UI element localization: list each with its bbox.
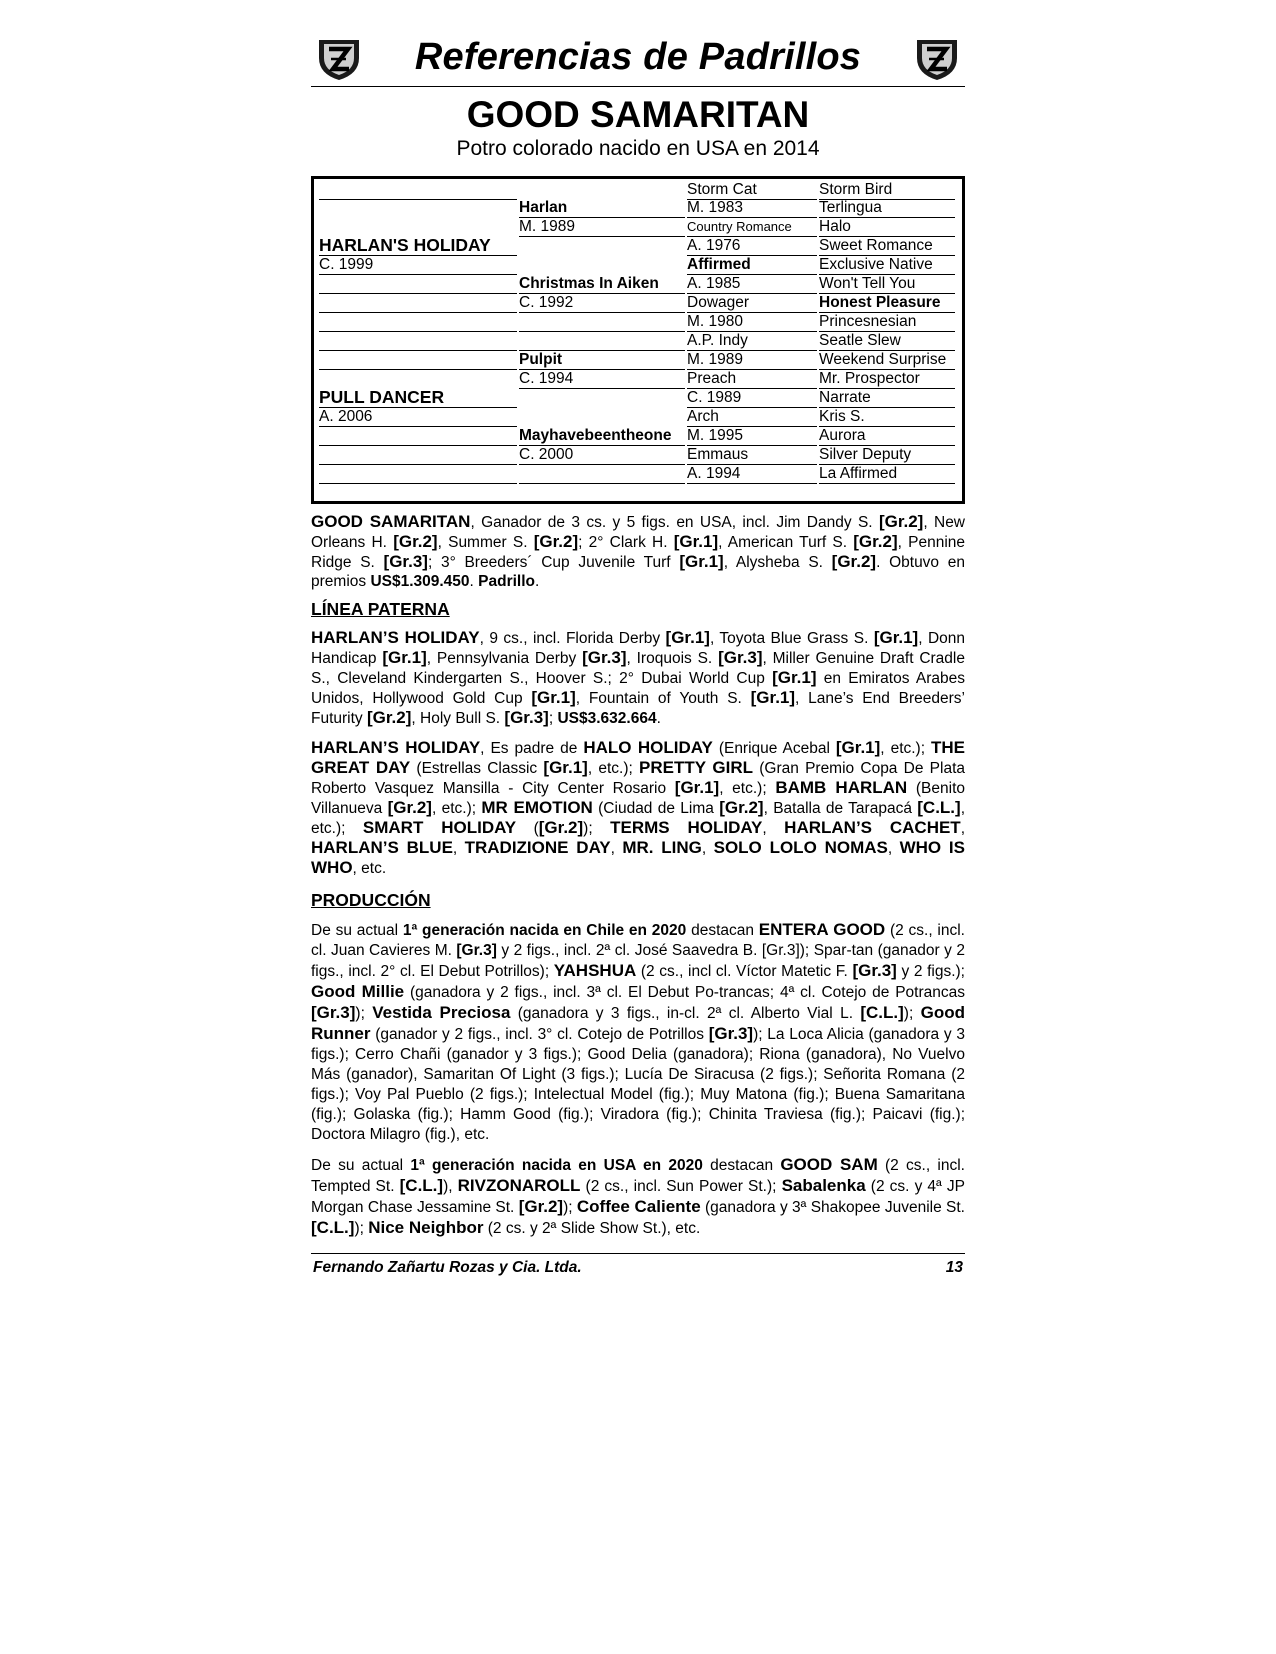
pedigree-cell: Aurora bbox=[819, 426, 955, 446]
pedigree-row bbox=[319, 464, 955, 483]
grade-label: [Gr.2] bbox=[538, 818, 584, 837]
progeny-name: HARLAN’S BLUE bbox=[311, 838, 453, 857]
progeny-name: SMART HOLIDAY bbox=[362, 818, 517, 837]
progeny-name: HALO HOLIDAY bbox=[583, 738, 713, 757]
grade-label: [Gr.2] bbox=[533, 532, 579, 551]
pedigree-cell: Honest Pleasure bbox=[819, 293, 955, 313]
pedigree-cell bbox=[319, 464, 517, 484]
text-span: , etc.); bbox=[431, 800, 482, 817]
pedigree-cell: A. 1985 bbox=[687, 274, 817, 294]
pedigree-cell: Christmas In Aiken bbox=[519, 274, 685, 294]
grade-label: [Gr.3] bbox=[852, 961, 897, 980]
pedigree-row bbox=[319, 388, 955, 407]
pedigree-cell: La Affirmed bbox=[819, 464, 955, 484]
pedigree-cell bbox=[519, 255, 685, 274]
grade-label: [Gr.3] bbox=[456, 942, 497, 959]
grade-label: [Gr.1] bbox=[835, 738, 881, 757]
text-span: , bbox=[887, 840, 900, 857]
progeny-name: Good Millie bbox=[311, 982, 405, 1001]
sire-name-inline: HARLAN’S HOLIDAY bbox=[311, 738, 481, 757]
grade-label: [Gr.2] bbox=[387, 798, 432, 817]
pedigree-cell: Mr. Prospector bbox=[819, 369, 955, 389]
progeny-name: MR. LING bbox=[622, 838, 702, 857]
pedigree-cell: Mayhavebeentheone bbox=[519, 426, 685, 446]
pedigree-row bbox=[319, 312, 955, 331]
progeny-name: RIVZONAROLL bbox=[457, 1176, 581, 1195]
generation-label: 1ª generación nacida en Chile en 2020 bbox=[402, 922, 687, 939]
text-span: (2 cs., incl. cl. Juan Cavieres M. bbox=[311, 922, 965, 959]
text-span: , Pennsylvania Derby bbox=[426, 650, 583, 667]
text-span: (ganadora y 2 figs., incl. 3ª cl. El Debut Po-trancas; 4ª cl. Cotejo de Potrancas bbox=[404, 984, 965, 1001]
text-span: (Gran Premio Copa De Plata Roberto Vasquez Mansilla - City Center Rosario bbox=[311, 760, 966, 797]
pedigree-row bbox=[319, 445, 955, 464]
pedigree-cell: Country Romance bbox=[687, 217, 817, 237]
pedigree-cell bbox=[319, 293, 517, 313]
text-span: (ganadora y 3ª Shakopee Juvenile St. bbox=[700, 1199, 965, 1216]
text-span: (2 cs., incl. Tempted St. bbox=[311, 1157, 965, 1195]
grade-label: [C.L.] bbox=[399, 1176, 444, 1195]
pedigree-cell: C. 2000 bbox=[519, 445, 685, 465]
grade-label: [Gr.2] bbox=[366, 708, 412, 727]
pedigree-cell: Sweet Romance bbox=[819, 236, 955, 256]
pedigree-row bbox=[319, 274, 955, 293]
text-span: , bbox=[452, 840, 465, 857]
pedigree-row bbox=[319, 331, 955, 350]
footer-company: Fernando Zañartu Rozas y Cia. Ltda. bbox=[313, 1259, 582, 1276]
pedigree-cell bbox=[319, 312, 517, 332]
text-span: destacan bbox=[702, 1157, 781, 1174]
text-span: ); La Loca Alicia (ganadora y 3 figs.); Cerro Chañi (ganador y 3 figs.); Good Delia (ganadora); Riona (ganadora), No Vuelvo Más (ganador), Samaritan Of Light (3 figs.); Lucía De Siracusa (2 figs.); Señorita Romana (2 figs.); Voy Pal Pueblo (2 figs.); Intelectual Model (fig.); Muy Matona (fig.); Buena Samaritana (fig.); Golaska (fig.); Hamm Good (fig.); Viradora (fig.); Chinita Traviesa (fig.); Paicavi (fig.); Doctora Milagro (fig.), etc. bbox=[311, 1026, 965, 1143]
progeny-name: Vestida Preciosa bbox=[372, 1003, 511, 1022]
pedigree-cell: Kris S. bbox=[819, 407, 955, 427]
document-page bbox=[311, 30, 966, 1276]
text-span: ); bbox=[354, 1220, 369, 1237]
text-span: , etc.); bbox=[880, 740, 931, 757]
pedigree-cell: Emmaus bbox=[687, 445, 817, 465]
header-title: Referencias de Padrillos bbox=[414, 36, 862, 78]
pedigree-table bbox=[311, 176, 965, 504]
grade-label: [Gr.3] bbox=[718, 648, 763, 667]
sire-progeny-paragraph bbox=[311, 738, 965, 878]
progeny-name: ENTERA GOOD bbox=[758, 920, 886, 939]
text-span: , etc.); bbox=[587, 760, 640, 777]
pedigree-cell: A. 1976 bbox=[687, 236, 817, 256]
pedigree-cell: Silver Deputy bbox=[819, 445, 955, 465]
text-span: , Batalla de Tarapacá bbox=[763, 800, 918, 817]
progeny-name: YAHSHUA bbox=[553, 961, 637, 980]
pedigree-cell: C. 1992 bbox=[519, 293, 685, 313]
pedigree-cell: A. 1994 bbox=[687, 464, 817, 484]
grade-label: [C.L.] bbox=[860, 1003, 904, 1022]
grade-label: [Gr.2] bbox=[518, 1197, 564, 1216]
pedigree-cell bbox=[519, 180, 685, 199]
grade-label: [Gr.2] bbox=[393, 532, 438, 551]
text-span: ); bbox=[563, 1199, 577, 1216]
progeny-name: MR EMOTION bbox=[481, 798, 593, 817]
text-span: ; bbox=[548, 710, 558, 727]
progeny-name: Good Runner bbox=[311, 1003, 966, 1043]
text-span: . bbox=[535, 573, 540, 590]
progeny-name: GOOD SAM bbox=[780, 1155, 878, 1174]
text-span: , bbox=[610, 840, 623, 857]
pedigree-cell bbox=[519, 407, 685, 426]
pedigree-cell bbox=[519, 464, 685, 484]
grade-label: [Gr.1] bbox=[531, 688, 576, 707]
page-footer bbox=[311, 1253, 965, 1281]
generation-label: 1ª generación nacida en USA en 2020 bbox=[410, 1157, 703, 1174]
pedigree-row bbox=[319, 180, 955, 199]
pedigree-cell: Halo bbox=[819, 217, 955, 237]
grade-label: [Gr.2] bbox=[853, 532, 898, 551]
text-span: ); bbox=[583, 820, 611, 837]
section-heading-paternal: LÍNEA PATERNA bbox=[311, 599, 450, 619]
pedigree-cell: Arch bbox=[687, 407, 817, 427]
progeny-name: PRETTY GIRL bbox=[639, 758, 754, 777]
grade-label: [C.L.] bbox=[917, 798, 961, 817]
pedigree-cell: HARLAN'S HOLIDAY bbox=[319, 236, 517, 256]
text-span: y 2 figs., incl. 2ª cl. José Saavedra B. [Gr.3]); Spar-tan (ganador y 2 figs., incl. 2° cl. El Debut Potrillos); bbox=[311, 942, 965, 980]
text-span: (2 cs. y 4ª JP Morgan Chase Jessamine St. bbox=[311, 1178, 965, 1216]
pedigree-cell: Won't Tell You bbox=[819, 274, 955, 294]
pedigree-cell bbox=[319, 426, 517, 446]
text-span: , American Turf S. bbox=[718, 534, 854, 551]
production-usa-paragraph bbox=[311, 1155, 965, 1239]
grade-label: [Gr.1] bbox=[382, 648, 427, 667]
pedigree-row bbox=[319, 369, 955, 388]
pedigree-cell bbox=[319, 274, 517, 294]
text-span: , Miller Genuine Draft Cradle S., Cleveland Kindergarten S., Hoover S.; 2° Dubai World Cup bbox=[311, 650, 965, 687]
pedigree-cell: C. 1989 bbox=[687, 388, 817, 408]
pedigree-cell bbox=[519, 388, 685, 407]
production-chile-paragraph bbox=[311, 920, 965, 1145]
text-span: (Estrellas Classic bbox=[410, 760, 544, 777]
pedigree-cell bbox=[319, 445, 517, 465]
grade-label: [Gr.2] bbox=[719, 798, 764, 817]
text-span: De su actual bbox=[311, 922, 403, 939]
text-span: , Alysheba S. bbox=[723, 554, 832, 571]
text-span: (2 cs., incl. Sun Power St.); bbox=[580, 1178, 782, 1195]
grade-label: [Gr.3] bbox=[383, 552, 428, 571]
pedigree-row bbox=[319, 407, 955, 426]
text-span: y 2 figs.); bbox=[896, 963, 965, 980]
earnings-value: US$3.632.664 bbox=[557, 710, 657, 727]
pedigree-row bbox=[319, 255, 955, 274]
pedigree-cell: Princesnesian bbox=[819, 312, 955, 332]
pedigree-cell bbox=[519, 312, 685, 332]
pedigree-cell bbox=[319, 198, 517, 217]
text-span: (Benito Villanueva bbox=[311, 780, 966, 817]
pedigree-cell: Harlan bbox=[519, 198, 685, 218]
pedigree-cell: A. 2006 bbox=[319, 407, 517, 427]
text-span: destacan bbox=[686, 922, 759, 939]
pedigree-cell bbox=[519, 331, 685, 351]
progeny-name: SOLO LOLO NOMAS bbox=[713, 838, 888, 857]
pedigree-cell: M. 1983 bbox=[687, 198, 817, 218]
pedigree-cell: Dowager bbox=[687, 293, 817, 313]
pedigree-cell bbox=[319, 217, 517, 236]
horse-name-inline: GOOD SAMARITAN bbox=[311, 512, 471, 531]
page-number: 13 bbox=[945, 1259, 963, 1276]
pedigree-cell bbox=[319, 369, 517, 388]
text-span: (ganador y 2 figs., incl. 3° cl. Cotejo de Potrillos bbox=[370, 1026, 709, 1043]
text-span: , etc. bbox=[352, 860, 387, 877]
text-span: , Es padre de bbox=[480, 740, 584, 757]
pedigree-cell: Storm Cat bbox=[687, 180, 817, 200]
text-span: ), bbox=[443, 1178, 458, 1195]
text-span: , New Orleans H. bbox=[311, 514, 966, 551]
text-span: , etc.); bbox=[719, 780, 776, 797]
pedigree-cell: PULL DANCER bbox=[319, 388, 517, 408]
text-span: , etc.); bbox=[311, 800, 965, 837]
pedigree-cell: C. 1994 bbox=[519, 369, 685, 389]
text-span: , Pennine Ridge S. bbox=[311, 534, 966, 571]
text-span: , Iroquois S. bbox=[626, 650, 719, 667]
text-span: (2 cs. y 2ª Slide Show St.), etc. bbox=[483, 1220, 701, 1237]
text-span: ; 3° Breeders´ Cup Juvenile Turf bbox=[427, 554, 680, 571]
pedigree-row bbox=[319, 350, 955, 369]
grade-label: [Gr.3] bbox=[708, 1024, 754, 1043]
text-span: , 9 cs., incl. Florida Derby bbox=[479, 630, 666, 647]
progeny-name: Sabalenka bbox=[781, 1176, 866, 1195]
grade-label: [Gr.1] bbox=[543, 758, 588, 777]
text-span: , bbox=[701, 840, 714, 857]
pedigree-row bbox=[319, 293, 955, 312]
text-span: ); bbox=[355, 1005, 373, 1022]
pedigree-cell: C. 1999 bbox=[319, 255, 517, 275]
text-span: , Summer S. bbox=[437, 534, 534, 551]
grade-label: [Gr.1] bbox=[665, 628, 710, 647]
grade-label: [Gr.2] bbox=[878, 512, 924, 531]
progeny-name: Nice Neighbor bbox=[368, 1218, 484, 1237]
text-span: (2 cs., incl cl. Víctor Matetic F. bbox=[636, 963, 853, 980]
progeny-name: Coffee Caliente bbox=[576, 1197, 701, 1216]
text-span: , Holy Bull S. bbox=[411, 710, 505, 727]
earnings-value: US$1.309.450 bbox=[370, 573, 470, 590]
pedigree-cell: Storm Bird bbox=[819, 180, 955, 200]
text-span: ( bbox=[516, 820, 539, 837]
grade-label: [Gr.1] bbox=[673, 532, 719, 551]
pedigree-cell: M. 1989 bbox=[519, 217, 685, 237]
progeny-name: HARLAN’S CACHET bbox=[784, 818, 961, 837]
horse-subtitle: Potro colorado nacido en USA en 2014 bbox=[456, 137, 820, 160]
text-span: , bbox=[960, 820, 966, 837]
sire-campaign-paragraph bbox=[311, 628, 965, 728]
pedigree-cell: M. 1995 bbox=[687, 426, 817, 446]
text-span: , Donn Handicap bbox=[311, 630, 966, 667]
grade-label: [Gr.1] bbox=[873, 628, 919, 647]
pedigree-cell bbox=[319, 350, 517, 370]
text-span: (Ciudad de Lima bbox=[592, 800, 720, 817]
grade-label: [C.L.] bbox=[311, 1218, 355, 1237]
grade-label: [Gr.1] bbox=[679, 552, 724, 571]
grade-label: [Gr.2] bbox=[831, 552, 877, 571]
pedigree-cell: Terlingua bbox=[819, 198, 955, 218]
text-span: ); bbox=[903, 1005, 921, 1022]
pedigree-cell: A.P. Indy bbox=[687, 331, 817, 351]
progeny-name: TRADIZIONE DAY bbox=[464, 838, 611, 857]
pedigree-cell: Preach bbox=[687, 369, 817, 389]
text-span: ; 2° Clark H. bbox=[578, 534, 674, 551]
pedigree-cell: Pulpit bbox=[519, 350, 685, 370]
pedigree-cell bbox=[319, 331, 517, 351]
pedigree-cell: M. 1980 bbox=[687, 312, 817, 332]
text-span: , Ganador de 3 cs. y 5 figs. en USA, incl. Jim Dandy S. bbox=[470, 514, 879, 531]
pedigree-cell bbox=[519, 236, 685, 255]
grade-label: [Gr.3] bbox=[504, 708, 549, 727]
grade-label: [Gr.3] bbox=[311, 1003, 356, 1022]
grade-label: [Gr.1] bbox=[674, 778, 720, 797]
text-span: , Fountain of Youth S. bbox=[575, 690, 751, 707]
pedigree-cell: Exclusive Native bbox=[819, 255, 955, 275]
status-label: Padrillo bbox=[478, 573, 536, 590]
pedigree-row bbox=[319, 217, 955, 236]
pedigree-row bbox=[319, 198, 955, 217]
zanartu-logo-icon bbox=[913, 34, 961, 82]
campaign-paragraph bbox=[311, 512, 965, 591]
section-heading-production: PRODUCCIÓN bbox=[311, 890, 431, 910]
text-span: , Lane’s End Breeders’ Futurity bbox=[311, 690, 965, 727]
text-span: , Toyota Blue Grass S. bbox=[709, 630, 874, 647]
text-span: en Emiratos Arabes Unidos, Hollywood Gold Cup bbox=[311, 670, 965, 707]
text-span: , bbox=[762, 820, 785, 837]
progeny-name: TERMS HOLIDAY bbox=[610, 818, 763, 837]
text-span: . bbox=[469, 573, 479, 590]
horse-name: GOOD SAMARITAN bbox=[466, 94, 810, 135]
text-span: (ganadora y 3 figs., in-cl. 2ª cl. Alberto Vial L. bbox=[510, 1005, 861, 1022]
text-span: . Obtuvo en premios bbox=[311, 554, 965, 590]
pedigree-cell: Affirmed bbox=[687, 255, 817, 275]
pedigree-cell: Weekend Surprise bbox=[819, 350, 955, 370]
pedigree-cell: Narrate bbox=[819, 388, 955, 408]
text-span: (Enrique Acebal bbox=[712, 740, 836, 757]
pedigree-row bbox=[319, 236, 955, 255]
pedigree-row bbox=[319, 426, 955, 445]
text-span: . bbox=[656, 710, 661, 727]
sire-name-inline: HARLAN’S HOLIDAY bbox=[311, 628, 480, 647]
pedigree-cell: M. 1989 bbox=[687, 350, 817, 370]
grade-label: [Gr.1] bbox=[772, 668, 817, 687]
grade-label: [Gr.1] bbox=[750, 688, 796, 707]
pedigree-cell: Seatle Slew bbox=[819, 331, 955, 351]
page-header bbox=[311, 30, 965, 87]
progeny-name: THE GREAT DAY bbox=[311, 738, 965, 777]
progeny-name: WHO IS WHO bbox=[311, 838, 965, 877]
text-span: De su actual bbox=[311, 1157, 411, 1174]
progeny-name: BAMB HARLAN bbox=[775, 778, 908, 797]
grade-label: [Gr.3] bbox=[582, 648, 627, 667]
pedigree-cell bbox=[319, 180, 517, 200]
